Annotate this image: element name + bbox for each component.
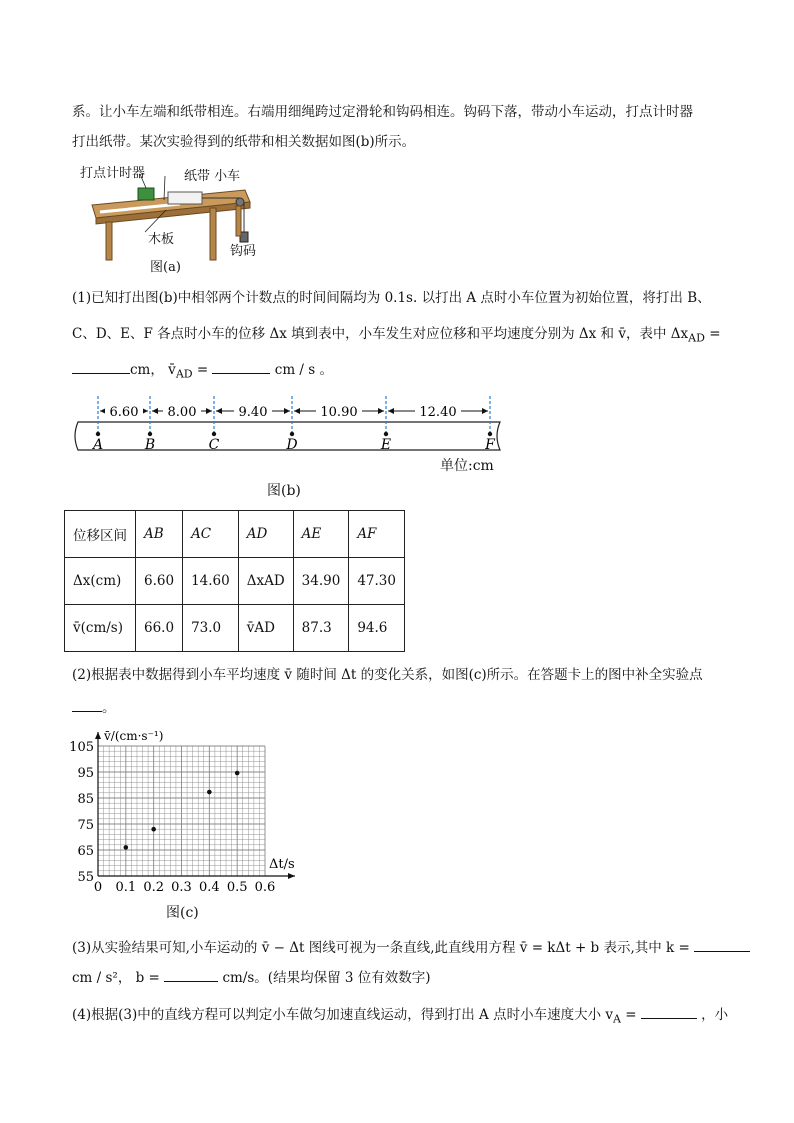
q1-line-2: C、D、E、F 各点时小车的位移 Δx 填到表中，小车发生对应位移和平均速度分别为 Δx 和 v̄，表中 $\Delta x_{AD}$ =: [72, 326, 721, 345]
tape-arrowhead: [482, 408, 488, 414]
x-tick-label: 0.4: [198, 880, 220, 895]
tape-arrowhead: [152, 408, 158, 414]
label-board: 木板: [148, 232, 175, 247]
tape-segment-value: 10.90: [320, 405, 358, 420]
label-tape-cart: 纸带 小车: [184, 169, 241, 184]
y-tick-label: 55: [77, 870, 94, 885]
q1-line-1: (1)已知打出图(b)中相邻两个计数点的时间间隔均为 0.1s. 以打出 A 点时小车位置为初始位置，将打出 B、: [72, 290, 711, 306]
v-t-scatter-chart: [60, 724, 310, 899]
figure-b-caption: 图(b): [267, 483, 301, 499]
table-cell: 66.0: [136, 605, 183, 652]
y-axis-arrow: [95, 732, 101, 739]
tape-segment-value: 12.40: [419, 405, 457, 420]
tape-point-label: D: [286, 437, 298, 453]
intro-line-2: 打出纸带。某次实验得到的纸带和相关数据如图(b)所示。: [72, 134, 416, 150]
tape-arrowhead: [206, 408, 212, 414]
table-cell: AF: [349, 511, 405, 558]
q2-line-2: 。: [72, 698, 116, 718]
figure-b-tape: [70, 394, 510, 474]
table-cell: 87.3: [293, 605, 349, 652]
figure-a-caption: 图(a): [150, 260, 181, 275]
q4-line-1: (4)根据(3)中的直线方程可以判定小车做匀加速直线运动，得到打出 A 点时小车速度大小 $v_A$ = ，小: [72, 1007, 729, 1026]
y-axis-label: v̄/(cm·s⁻¹): [104, 729, 164, 743]
y-tick-label: 85: [77, 792, 94, 807]
table-cell: 73.0: [183, 605, 239, 652]
data-table: [64, 510, 405, 652]
q2-line-1: (2)根据表中数据得到小车平均速度 v̄ 随时间 Δt 的变化关系，如图(c)所示。在答题卡上的图中补全实验点: [72, 667, 703, 683]
table-header-row: [65, 511, 405, 558]
x-tick-label: 0: [93, 880, 103, 895]
table-cell: AD: [238, 511, 293, 558]
tape-point-dot: [290, 432, 294, 436]
tape-arrowhead: [294, 408, 300, 414]
table-cell: AC: [183, 511, 239, 558]
x-tick-label: 0.2: [143, 880, 165, 895]
table-cell: v̄(cm/s): [65, 605, 136, 652]
tape-point-dot: [384, 432, 388, 436]
x-tick-label: 0.1: [115, 880, 137, 895]
tape-point-label: C: [208, 437, 220, 453]
tape-point-label: B: [144, 437, 156, 453]
figure-a: [70, 160, 270, 275]
table-cell: AB: [136, 511, 183, 558]
intro-line-1: 系。让小车左端和纸带相连。右端用细绳跨过定滑轮和钩码相连。钩码下落，带动小车运动，打点计时器: [72, 104, 693, 120]
data-point: [151, 827, 156, 832]
data-point: [124, 845, 129, 850]
y-tick-label: 95: [77, 766, 94, 781]
tape-arrowhead: [388, 408, 394, 414]
table-cell: Δx(cm): [65, 558, 136, 605]
tape-point-dot: [488, 432, 492, 436]
table-cell: 14.60: [183, 558, 239, 605]
table-row: [65, 558, 405, 605]
tape-point-label: A: [92, 437, 104, 453]
y-tick-label: 65: [77, 844, 94, 859]
tape-arrowhead: [284, 408, 290, 414]
label-weight: 钩码: [230, 244, 257, 259]
x-axis-label: Δt/s: [269, 857, 295, 872]
table-cell: 47.30: [349, 558, 405, 605]
tape-segment-value: 8.00: [167, 405, 197, 420]
tape-arrowhead: [378, 408, 384, 414]
table-cell: 94.6: [349, 605, 405, 652]
data-point: [207, 790, 212, 795]
x-tick-label: 0.3: [171, 880, 192, 895]
answer-blank-k[interactable]: [694, 939, 750, 952]
answer-blank-b[interactable]: [164, 969, 218, 982]
answer-blank-vad[interactable]: [212, 361, 270, 374]
table-cell: 位移区间: [65, 511, 136, 558]
table-cell: ΔxAD: [238, 558, 293, 605]
tape-point-dot: [96, 432, 100, 436]
q3-line-1: (3)从实验结果可知,小车运动的 v̄ − Δt 图线可视为一条直线,此直线用方程 v̄ = kΔt + b 表示,其中 k =: [72, 938, 750, 958]
table-cell: 34.90: [293, 558, 349, 605]
q1-line-3: cm， $v̄_{AD}$ = cm / s 。: [72, 360, 333, 385]
table-cell: 6.60: [136, 558, 183, 605]
tape-point-label: F: [485, 437, 495, 453]
y-tick-label: 105: [69, 740, 94, 755]
data-point: [235, 771, 240, 776]
tape-point-dot: [212, 432, 216, 436]
table-cell: v̄AD: [238, 605, 293, 652]
y-tick-label: 75: [77, 818, 94, 833]
table-cell: AE: [293, 511, 349, 558]
answer-blank-va[interactable]: [641, 1006, 697, 1019]
tape-point-dot: [148, 432, 152, 436]
tape-unit: 单位:cm: [440, 458, 494, 474]
answer-blank-dx[interactable]: [72, 361, 130, 374]
q3-line-2: cm / s²， b = cm/s。(结果均保留 3 位有效数字): [72, 970, 431, 986]
figure-c-chart: [60, 724, 310, 924]
label-timer: 打点计时器: [80, 166, 146, 181]
x-axis-arrow: [288, 873, 295, 879]
tape-segment-value: 9.40: [238, 405, 268, 420]
tape-segment-value: 6.60: [109, 405, 139, 420]
tape-arrowhead: [216, 408, 222, 414]
answer-blank-points[interactable]: [72, 699, 102, 712]
x-tick-label: 0.6: [254, 880, 276, 895]
x-tick-label: 0.5: [226, 880, 248, 895]
figure-c-caption: 图(c): [166, 905, 199, 921]
table-row: [65, 605, 405, 652]
tape-point-label: E: [380, 437, 392, 453]
